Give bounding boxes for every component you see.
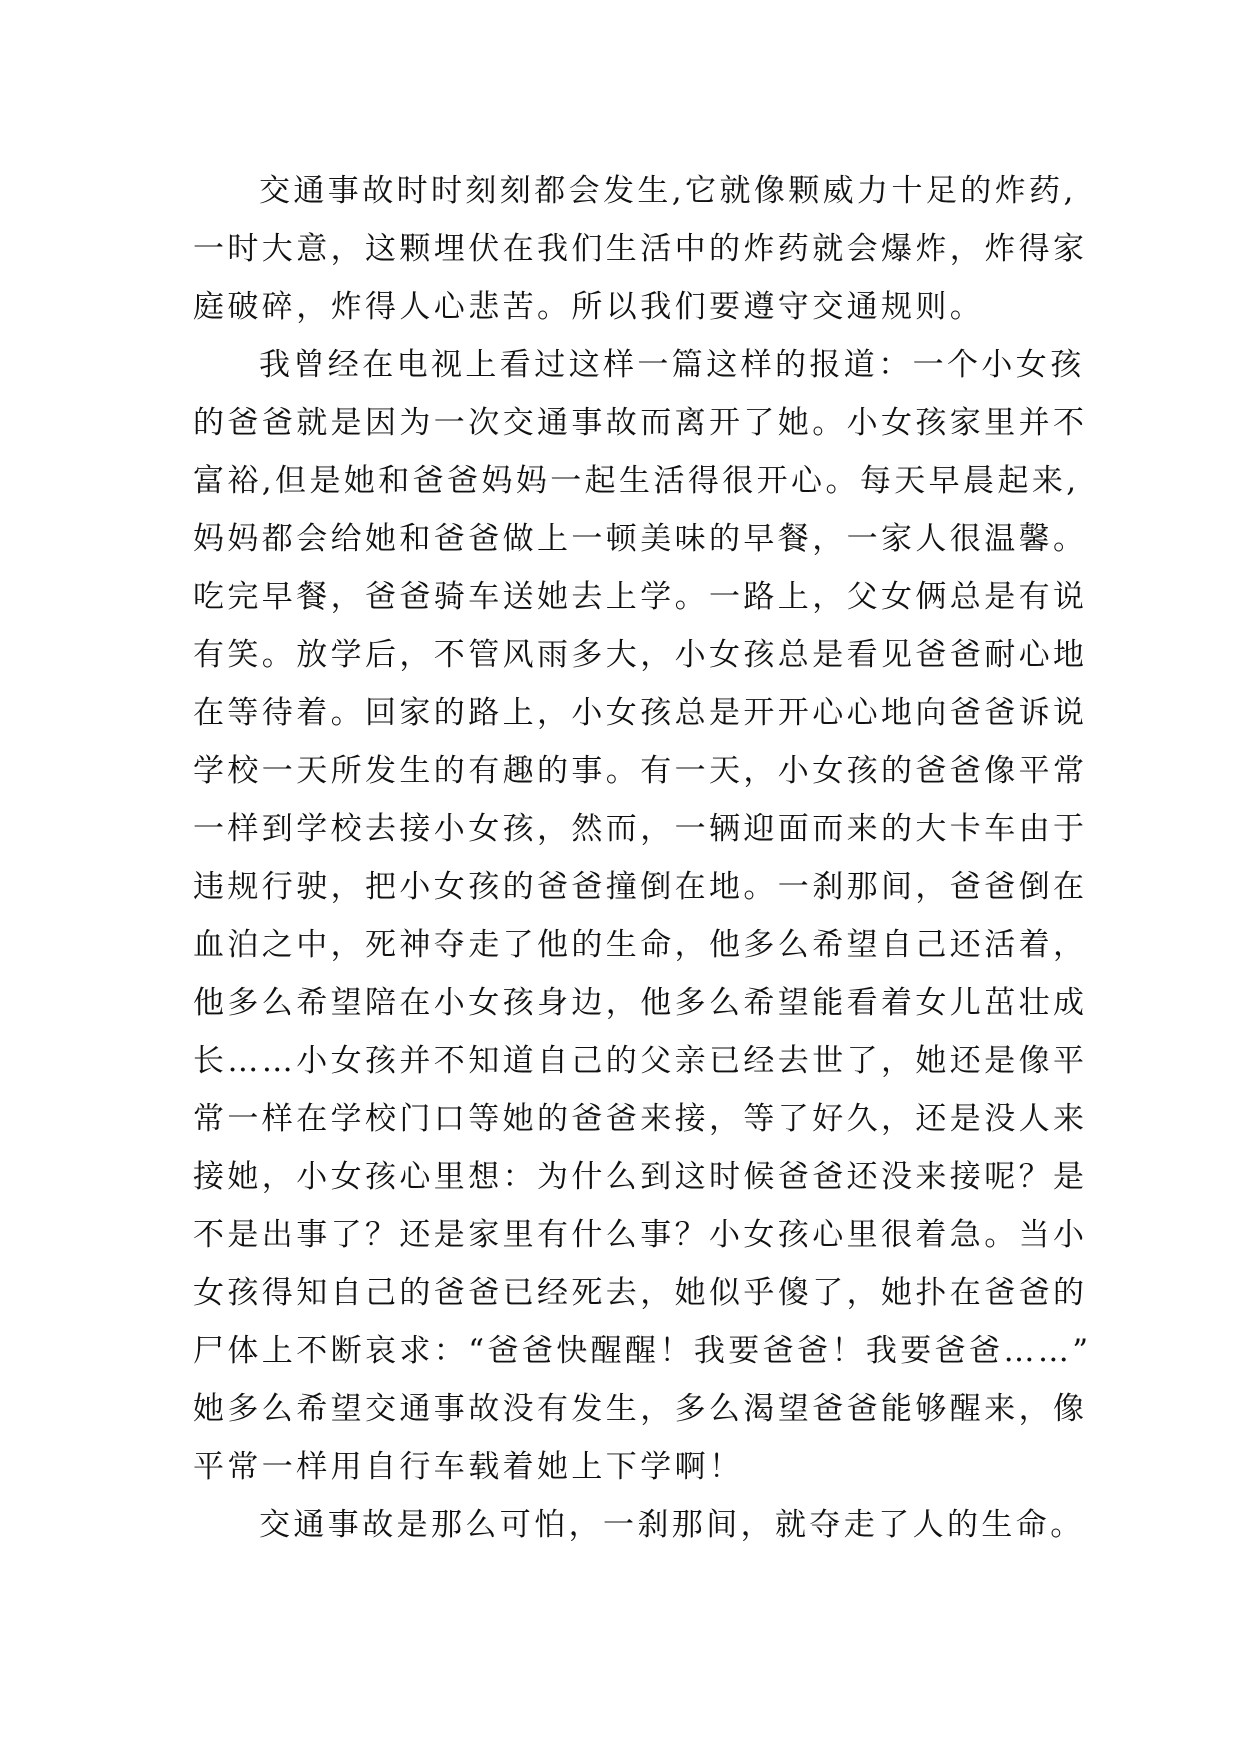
paragraph-2	[193, 336, 1092, 1496]
text-line: 常一样在学校门口等她的爸爸来接，等了好久，还是没人来	[193, 1101, 1088, 1137]
text-line: 我曾经在电视上看过这样一篇这样的报道：一个小女孩	[259, 347, 1085, 383]
text-line: 的爸爸就是因为一次交通事故而离开了她。小女孩家里并不	[193, 405, 1088, 441]
text-line: 一时大意，这颗埋伏在我们生活中的炸药就会爆炸，炸得家	[193, 231, 1088, 267]
text-line: 妈妈都会给她和爸爸做上一顿美味的早餐，一家人很温馨。	[193, 521, 1088, 557]
text-line: 交通事故时时刻刻都会发生,它就像颗威力十足的炸药,	[259, 173, 1077, 209]
text-line: 富裕,但是她和爸爸妈妈一起生活得很开心。每天早晨起来,	[193, 463, 1080, 499]
text-line: 违规行驶，把小女孩的爸爸撞倒在地。一刹那间，爸爸倒在	[193, 869, 1088, 905]
text-line: 有笑。放学后，不管风雨多大，小女孩总是看见爸爸耐心地	[193, 637, 1088, 673]
text-line: 尸体上不断哀求：“爸爸快醒醒！我要爸爸！我要爸爸……”	[193, 1333, 1092, 1369]
text-line: 平常一样用自行车载着她上下学啊！	[193, 1449, 744, 1485]
text-line: 接她，小女孩心里想：为什么到这时候爸爸还没来接呢？是	[193, 1159, 1088, 1195]
text-line: 他多么希望陪在小女孩身边，他多么希望能看着女儿茁壮成	[193, 985, 1088, 1021]
text-line: 血泊之中，死神夺走了他的生命，他多么希望自己还活着，	[193, 927, 1088, 963]
text-line: 庭破碎，炸得人心悲苦。所以我们要遵守交通规则。	[193, 289, 985, 325]
text-line: 长……小女孩并不知道自己的父亲已经去世了，她还是像平	[193, 1043, 1088, 1079]
text-line: 在等待着。回家的路上，小女孩总是开开心心地向爸爸诉说	[193, 695, 1088, 731]
paragraph-3	[193, 1496, 1085, 1554]
text-line: 她多么希望交通事故没有发生，多么渴望爸爸能够醒来，像	[193, 1391, 1088, 1427]
text-line: 吃完早餐，爸爸骑车送她去上学。一路上，父女俩总是有说	[193, 579, 1088, 615]
essay-body	[193, 162, 1092, 1554]
text-line: 交通事故是那么可怕，一刹那间，就夺走了人的生命。	[259, 1507, 1085, 1543]
text-line: 一样到学校去接小女孩，然而，一辆迎面而来的大卡车由于	[193, 811, 1088, 847]
paragraph-1	[193, 162, 1088, 336]
text-line: 不是出事了？还是家里有什么事？小女孩心里很着急。当小	[193, 1217, 1088, 1253]
text-line: 学校一天所发生的有趣的事。有一天，小女孩的爸爸像平常	[193, 753, 1088, 789]
text-line: 女孩得知自己的爸爸已经死去，她似乎傻了，她扑在爸爸的	[193, 1275, 1088, 1311]
